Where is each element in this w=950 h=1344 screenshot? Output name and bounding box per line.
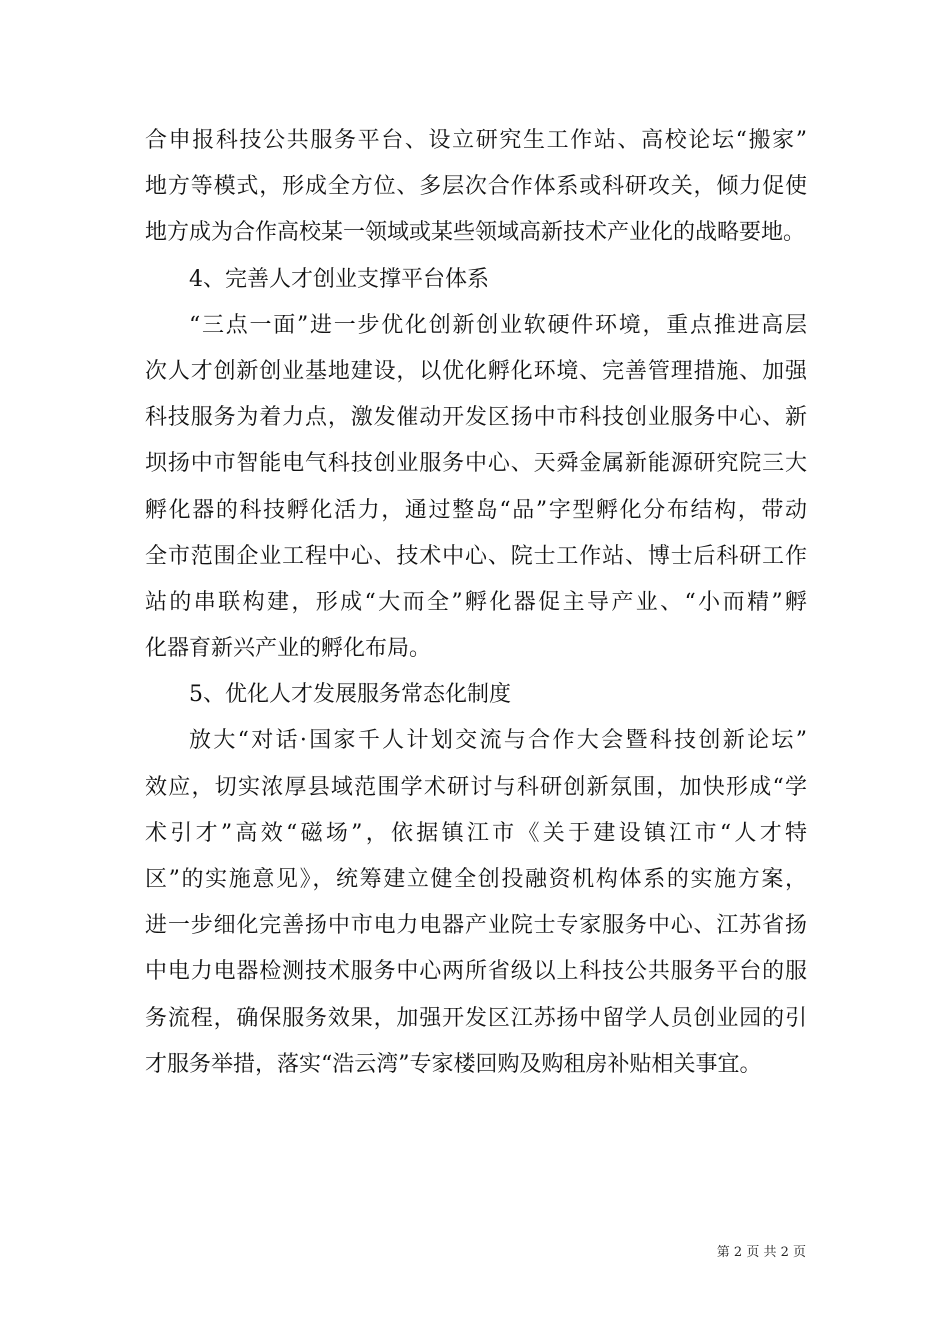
document-body xyxy=(145,118,807,1088)
section-heading: 5、优化人才发展服务常态化制度 xyxy=(189,682,511,708)
paragraph-line: “三点一面”进一步优化创新创业软硬件环境，重点推进高层 xyxy=(189,312,807,338)
paragraph-line: 次人才创新创业基地建设，以优化孵化环境、完善管理措施、加强 xyxy=(145,358,807,384)
paragraph-line: 术引才”高效“磁场”，依据镇江市《关于建设镇江市“人才特 xyxy=(145,820,807,846)
paragraph-line: 坝扬中市智能电气科技创业服务中心、天舜金属新能源研究院三大 xyxy=(145,451,807,477)
paragraph-line: 才服务举措，落实“浩云湾”专家楼回购及购租房补贴相关事宜。 xyxy=(145,1051,762,1077)
paragraph-line: 孵化器的科技孵化活力，通过整岛“品”字型孵化分布结构，带动 xyxy=(145,497,807,523)
paragraph-line: 合申报科技公共服务平台、设立研究生工作站、高校论坛“搬家” xyxy=(145,128,807,153)
paragraph-line: 地方等模式，形成全方位、多层次合作体系或科研攻关，倾力促使 xyxy=(145,174,807,200)
paragraph-line: 化器育新兴产业的孵化布局。 xyxy=(145,636,432,662)
paragraph-line: 进一步细化完善扬中市电力电器产业院士专家服务中心、江苏省扬 xyxy=(145,913,807,939)
paragraph-line: 效应，切实浓厚县域范围学术研讨与科研创新氛围，加快形成“学 xyxy=(145,774,807,800)
section-heading: 4、完善人才创业支撑平台体系 xyxy=(189,266,489,292)
page-number: 第 2 页 共 2 页 xyxy=(716,1245,806,1260)
paragraph-line: 中电力电器检测技术服务中心两所省级以上科技公共服务平台的服 xyxy=(145,959,807,985)
paragraph-line: 科技服务为着力点，激发催动开发区扬中市科技创业服务中心、新 xyxy=(145,405,807,431)
paragraph-line: 区”的实施意见》，统筹建立健全创投融资机构体系的实施方案， xyxy=(145,867,807,892)
paragraph-line: 放大“对话·国家千人计划交流与合作大会暨科技创新论坛” xyxy=(189,728,807,754)
paragraph-line: 务流程，确保服务效果，加强开发区江苏扬中留学人员创业园的引 xyxy=(145,1005,807,1031)
paragraph-line: 全市范围企业工程中心、技术中心、院士工作站、博士后科研工作 xyxy=(145,543,807,569)
paragraph-line: 站的串联构建，形成“大而全”孵化器促主导产业、“小而精”孵 xyxy=(145,589,807,615)
paragraph-line: 地方成为合作高校某一领域或某些领域高新技术产业化的战略要地。 xyxy=(145,220,806,246)
